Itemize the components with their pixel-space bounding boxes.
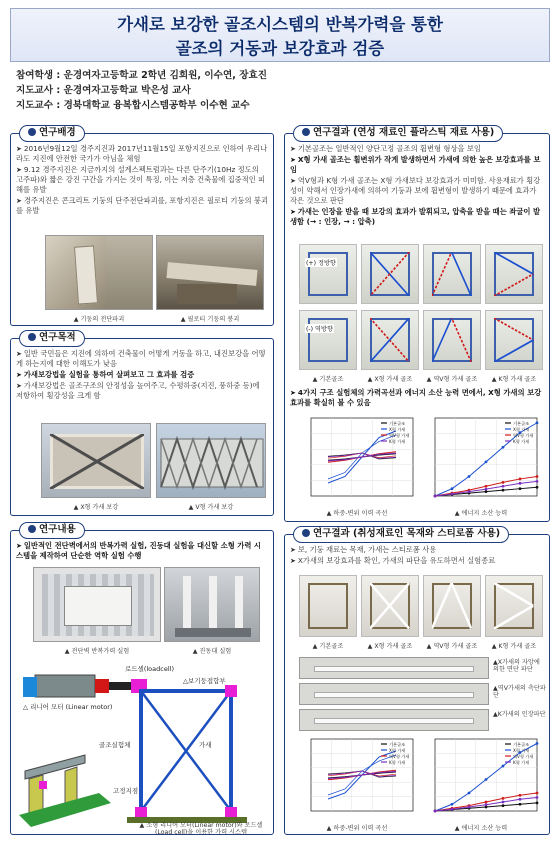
teacher-line: 지도교사 : 운경여자고등학교 박은성 교사 [16, 85, 191, 96]
caption: ▲ 기둥의 전단파괴 [73, 316, 125, 323]
brace-break-photo-3 [299, 709, 489, 731]
data-point [502, 489, 505, 492]
legend-label: 기본골조 [389, 421, 406, 426]
data-point [519, 482, 522, 485]
data-point [502, 804, 505, 807]
brace-label: 가새 [199, 741, 212, 749]
wood-frame-photo-inverted-v [423, 575, 481, 637]
support-label: 고정지점 [113, 787, 139, 795]
frame-photo-k-positive [485, 244, 543, 304]
negative-direction-label: (-) 역방향 [306, 326, 333, 333]
students-line: 참여학생 : 운경여자고등학교 2학년 김희원, 이수연, 장효진 [16, 70, 267, 81]
frame-specimen-label: 골조실험체 [99, 741, 131, 749]
data-point [468, 806, 471, 809]
wood-frame-photo-x [361, 575, 419, 637]
shake-table-photo [164, 567, 260, 642]
loading-system-diagram [15, 661, 269, 831]
data-point [519, 487, 522, 490]
caption: ▲ X형 가새 골조 [367, 643, 413, 650]
professor-line: 지도교수 : 경북대학교 융복합시스템공학부 이수현 교수 [16, 100, 250, 111]
legend-label: 기본골조 [513, 742, 530, 747]
legend-label: K형 가새 [389, 760, 406, 765]
list-item: ➤ X형 가새 골조는 휨변위가 작게 발생하면서 가새에 의한 높은 보강효과를 보임 [290, 155, 541, 174]
frame-photo-x-negative [361, 310, 419, 370]
result-wood-tab: 연구결과 (취성재료인 목재와 스티로폼 사용) [293, 526, 509, 543]
frame-photo-k-negative [485, 310, 543, 370]
caption: ▲ 에너지 소산 능력 [454, 510, 508, 517]
legend-label: 역V형 가새 [389, 433, 410, 438]
result-plastic-tab: 연구결과 (연성 재료인 플라스틱 재료 사용) [293, 125, 503, 142]
wood-frame-photo-k [485, 575, 543, 637]
brace-break-photo-1 [299, 657, 489, 679]
content-panel [10, 524, 274, 836]
hysteresis-chart-1 [297, 414, 417, 506]
list-item: ➤ 경주지진은 콘크리트 기둥의 단주전단파괴를, 포항지진은 필로티 기둥의 붕괴를 유발 [16, 196, 268, 215]
list-item: ➤ 가새는 인장을 받을 때 보강의 효과가 발휘되고, 압축을 받을 때는 좌굴이 발생함 (→ : 인장, → : 압축) [290, 207, 541, 226]
loadcell-label: 로드셀(loadcell) [125, 665, 174, 673]
caption: ▲ 전단벽 반복가력 실험 [64, 648, 130, 655]
caption: ▲ 소형 리니어 모터(Linear motor)와 로드셀(Load cell)을 이용한 가력 시스템 [139, 822, 263, 836]
positive-direction-label: (+) 정방향 [306, 260, 336, 267]
data-point [536, 480, 539, 483]
bullet-icon [28, 525, 36, 533]
data-point [502, 446, 505, 449]
purpose-tab: 연구목적 [19, 330, 85, 347]
data-point [536, 486, 539, 489]
legend-label: 역V형 가새 [389, 754, 410, 759]
data-point [536, 802, 539, 805]
list-item: ➤ 일반 국민들은 지진에 의하여 건축물이 어떻게 거동을 하고, 내진보강을 어떻게 하는지에 대한 이해도가 낮음 [16, 349, 266, 368]
caption: ▲ 하중-변위 이력 곡선 [326, 825, 388, 832]
title-line-1: 가새로 보강한 골조시스템의 반복가력을 통한 [117, 15, 443, 34]
data-point [519, 798, 522, 801]
bullet-icon [28, 333, 36, 341]
background-tab: 연구배경 [19, 125, 85, 142]
column-shear-failure-photo [45, 235, 153, 310]
list-item: ➤ 기본골조는 일반적인 양단고정 골조의 휨변형 형상을 보임 [290, 144, 481, 153]
legend-label: K형 가새 [389, 439, 406, 444]
list-item: ➤ 역V형과 K형 가새 골조는 X형 가새보다 보강효과가 미미함. 사용재료가 횡강성이 약해서 인장가새에 의하여 기둥과 보에 휨변형이 발생하기 때문에 효과가 작은 것으로 판단 [290, 176, 541, 205]
break-label-inverted-v: ▲역V가새의 측단파단 [493, 685, 546, 699]
data-point [485, 490, 488, 493]
legend-label: 역V형 가새 [513, 754, 534, 759]
caption: ▲ 필로티 기둥의 붕괴 [180, 316, 240, 323]
data-point [451, 808, 454, 811]
data-point [536, 792, 539, 795]
purpose-panel [10, 332, 274, 516]
linear-motor-label: △ 리니어 모터 (Linear motor) [23, 703, 113, 711]
caption: ▲ 역V형 가새 골조 [426, 376, 478, 383]
data-point [519, 794, 522, 797]
data-point [485, 460, 488, 463]
shear-wall-test-photo [33, 567, 161, 642]
piloti-collapse-photo [156, 235, 264, 310]
legend-label: X형 가새 [389, 427, 406, 432]
caption: ▲ V형 가새 보강 [188, 504, 234, 511]
legend-label: X형 가새 [513, 748, 530, 753]
v-brace-building-photo [156, 423, 266, 498]
hysteresis-chart-2 [297, 735, 417, 821]
legend-label: K형 가새 [513, 439, 530, 444]
data-point [451, 803, 454, 806]
background-panel [10, 127, 274, 326]
beam-column-label: △보기둥접합부 [183, 677, 226, 685]
caption: ▲ 하중-변위 이력 곡선 [326, 510, 388, 517]
data-point [468, 792, 471, 795]
frame-photo-inverted-v-negative [423, 310, 481, 370]
frame-photo-basic-positive [299, 244, 357, 304]
data-point [502, 765, 505, 768]
data-point [468, 490, 471, 493]
data-point [451, 493, 454, 496]
break-label-k: ▲K가새의 인장파단 [493, 711, 546, 718]
x-brace-building-photo [41, 423, 151, 498]
caption: ▲ X형 가새 골조 [367, 376, 413, 383]
break-label-x: ▲X가새의 자앙에 의한 면단 파단 [493, 659, 540, 673]
data-point [451, 487, 454, 490]
data-point [434, 495, 437, 498]
title-line-2: 골조의 거동과 보강효과 검증 [175, 39, 385, 58]
data-point [502, 797, 505, 800]
data-point [485, 778, 488, 781]
data-point [468, 475, 471, 478]
legend-label: K형 가새 [513, 760, 530, 765]
data-point [519, 478, 522, 481]
data-point [485, 488, 488, 491]
bullet-icon [302, 128, 310, 136]
brace-break-photo-2 [299, 683, 489, 705]
list-item: ➤ 2016년9월12일 경주지진과 2017년11월15일 포항지진으로 인하여 우리나라도 지진에 안전한 국가가 아님을 체험 [16, 144, 268, 163]
data-point [485, 485, 488, 488]
list-item: ➤ 4가지 구조 실험체의 가력곡선과 에너지 소산 능력 면에서, X형 가새의 보강 효과를 확실히 볼 수 있음 [290, 388, 542, 407]
list-item: ➤ 보, 기둥 재료는 목재, 가새는 스티로폼 사용 [290, 545, 437, 554]
caption: ▲ 기본골조 [312, 376, 344, 383]
energy-chart-2 [421, 735, 541, 821]
result-wood-panel [284, 528, 550, 835]
data-point [502, 801, 505, 804]
v-brace-shape [157, 424, 266, 498]
bullet-icon [28, 128, 36, 136]
caption: ▲ 에너지 소산 능력 [454, 825, 508, 832]
legend-label: 기본골조 [513, 421, 530, 426]
frame-photo-x-positive [361, 244, 419, 304]
data-point [536, 421, 539, 424]
data-point [502, 481, 505, 484]
content-tab: 연구내용 [19, 522, 85, 539]
legend-label: X형 가새 [389, 748, 406, 753]
data-point [502, 485, 505, 488]
data-point [536, 796, 539, 799]
data-point [536, 475, 539, 478]
x-brace-shape [50, 434, 144, 489]
result-plastic-panel [284, 127, 550, 522]
legend-label: 역V형 가새 [513, 433, 534, 438]
list-item: ➤ 가새보강법은 골조구조의 안정성을 높여주고, 수평하중(지진, 풍하중 등)에 저항하여 횡강성을 크게 함 [16, 381, 260, 400]
list-item: ➤ 9.12 경주지진은 지금까지의 설계스펙트럼과는 다른 단주기(10Hz 정도의 고주파)와 짧은 강진 구간을 가지는 것이 특징, 이는 저층 건축물에 집중적인 피해를 유발 [16, 165, 266, 194]
list-item: ➤ 가새보강법을 실험을 통하여 살펴보고 그 효과를 검증 [16, 370, 195, 379]
caption: ▲ 기본골조 [312, 643, 344, 650]
energy-chart-1 [421, 414, 541, 506]
bullet-icon [302, 529, 310, 537]
caption: ▲ 진동대 실험 [192, 648, 232, 655]
frame-photo-basic-negative [299, 310, 357, 370]
data-point [434, 810, 437, 813]
caption: ▲ K형 가새 골조 [491, 643, 537, 650]
caption: ▲ 역V형 가새 골조 [426, 643, 478, 650]
poster-title-box [10, 8, 550, 62]
caption: ▲ K형 가새 골조 [491, 376, 537, 383]
legend-label: 기본골조 [389, 742, 406, 747]
data-point [536, 742, 539, 745]
caption: ▲ X형 가새 보강 [73, 504, 119, 511]
author-info [16, 68, 546, 113]
wood-frame-photo-basic [299, 575, 357, 637]
data-point [485, 803, 488, 806]
list-item: ➤ X가새의 보강효과를 확인, 가새의 파단을 유도하면서 실험종료 [290, 556, 496, 565]
list-item: ➤ 일반적인 전단벽에서의 반복가력 실험, 진동대 실험을 대신할 소형 가력 시스템을 제작하여 단순한 역학 실험 수행 [16, 541, 261, 560]
legend-label: X형 가새 [513, 427, 530, 432]
data-point [519, 803, 522, 806]
data-point [485, 801, 488, 804]
frame-photo-inverted-v-positive [423, 244, 481, 304]
